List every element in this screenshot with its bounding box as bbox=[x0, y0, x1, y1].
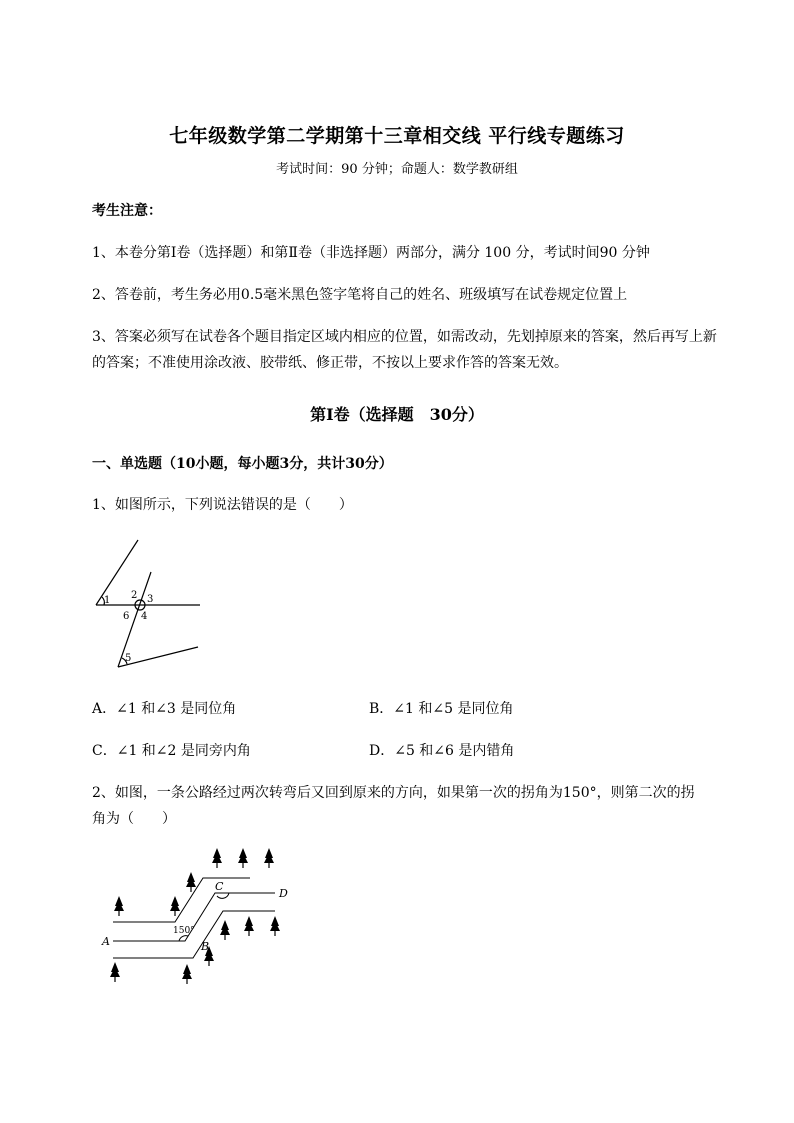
tree-icon bbox=[110, 962, 120, 982]
angle-label-5: 5 bbox=[125, 653, 132, 664]
notice-item-3-cont: 的答案；不准使用涂改液、胶带纸、修正带，不按以上要求作答的答案无效。 bbox=[92, 355, 568, 371]
tree-icon bbox=[238, 848, 248, 868]
point-label-c: C bbox=[215, 880, 224, 893]
tree-icon bbox=[264, 848, 274, 868]
part-heading: 一、单选题（10小题，每小题3分，共计30分） bbox=[92, 456, 393, 472]
tree-icon bbox=[170, 896, 180, 916]
road-edge-upper bbox=[113, 878, 250, 922]
point-label-a: A bbox=[102, 935, 110, 948]
tree-icon bbox=[244, 916, 254, 936]
angle-label-2: 2 bbox=[131, 590, 138, 601]
angle-label-4: 4 bbox=[141, 611, 148, 622]
tree-icon bbox=[270, 916, 280, 936]
exam-info: 考试时间：90 分钟；命题人：数学教研组 bbox=[276, 162, 518, 177]
point-label-b: B bbox=[201, 940, 210, 953]
angle-label-3: 3 bbox=[147, 594, 154, 605]
notice-item-1: 1、本卷分第Ⅰ卷（选择题）和第Ⅱ卷（非选择题）两部分，满分 100 分，考试时间90 分钟 bbox=[92, 245, 650, 261]
question-2-stem-cont: 角为（ ） bbox=[92, 811, 176, 827]
tree-icon bbox=[186, 872, 196, 892]
notice-item-2: 2、答卷前，考生务必用0.5毫米黑色签字笔将自己的姓名、班级填写在试卷规定位置上 bbox=[92, 287, 628, 303]
option-c: C．∠1 和∠2 是同旁内角 bbox=[92, 743, 251, 759]
option-d: D．∠5 和∠6 是内错角 bbox=[369, 743, 515, 759]
notice-heading: 考生注意： bbox=[92, 203, 162, 219]
notice-item-3: 3、答案必须写在试卷各个题目指定区域内相应的位置，如需改动，先划掉原来的答案，然后再写上新 bbox=[92, 329, 717, 345]
section-title: 第Ⅰ卷（选择题 30分） bbox=[310, 405, 484, 424]
angle-label-1: 1 bbox=[104, 595, 111, 606]
question-1-stem: 1、如图所示，下列说法错误的是（ ） bbox=[92, 497, 353, 513]
question-2-figure bbox=[95, 845, 305, 995]
angle-label-150: 150° bbox=[173, 926, 195, 936]
question-2-stem: 2、如图，一条公路经过两次转弯后又回到原来的方向，如果第一次的拐角为150°，则第二次的拐 bbox=[92, 785, 695, 801]
tree-icon bbox=[220, 920, 230, 940]
tree-icon bbox=[182, 964, 192, 984]
point-label-d: D bbox=[279, 887, 288, 900]
option-a: A．∠1 和∠3 是同位角 bbox=[92, 701, 237, 717]
tree-icon bbox=[212, 848, 222, 868]
page-title: 七年级数学第二学期第十三章相交线 平行线专题练习 bbox=[169, 125, 625, 147]
tree-icon bbox=[114, 896, 124, 916]
angle-label-6: 6 bbox=[123, 611, 130, 622]
option-b: B．∠1 和∠5 是同位角 bbox=[369, 701, 514, 717]
question-1-figure bbox=[88, 535, 208, 675]
